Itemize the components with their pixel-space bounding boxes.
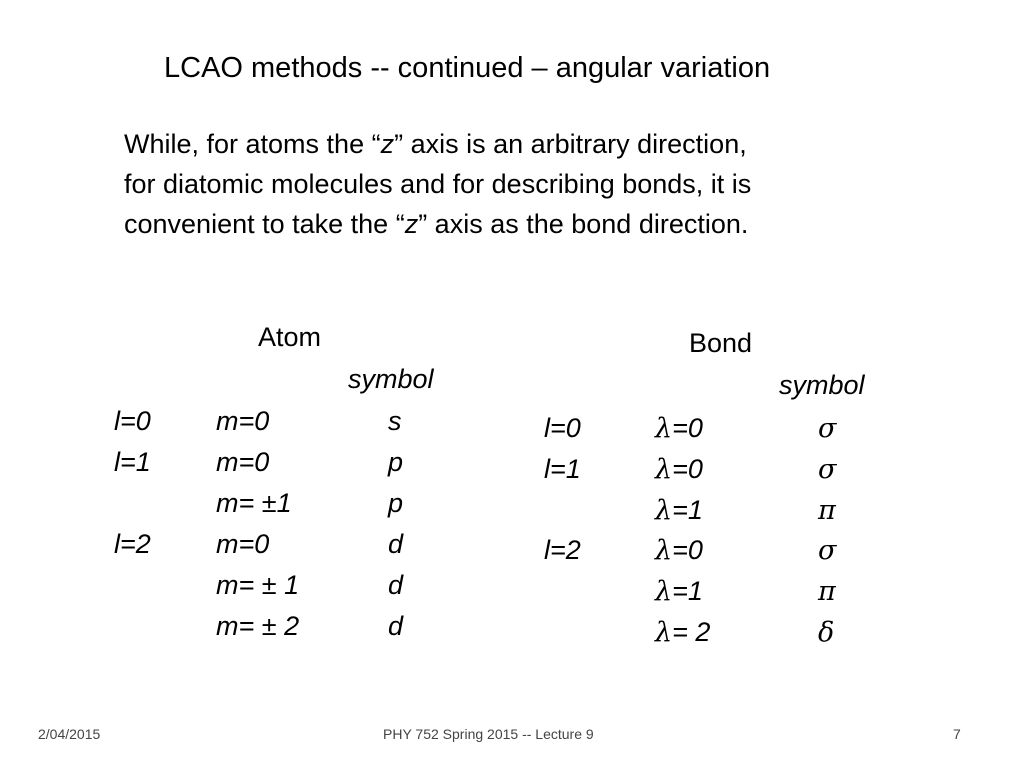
atom-symbol-header: symbol xyxy=(348,364,434,394)
atom-l-cell: l=2 xyxy=(114,529,151,559)
atom-symbol-cell: s xyxy=(388,406,402,436)
atom-symbol-cell: d xyxy=(388,529,404,559)
bond-lambda-cell: λ=0 xyxy=(655,535,703,566)
bond-l-cell: l=2 xyxy=(544,535,581,565)
lambda-symbol: λ xyxy=(655,617,673,648)
bond-lambda-cell: λ=1 xyxy=(655,495,703,526)
paragraph-line-3: convenient to take the “z” axis as the bond direction. xyxy=(124,209,749,239)
atom-m-cell: m=0 xyxy=(216,529,270,559)
footer-page-number: 7 xyxy=(953,726,961,742)
atom-heading: Atom xyxy=(258,322,322,352)
slide-title: LCAO methods -- continued – angular variation xyxy=(164,52,771,84)
atom-m-cell: m= ± 2 xyxy=(216,611,300,641)
bond-heading: Bond xyxy=(689,328,753,358)
atom-m-cell: m=0 xyxy=(216,406,270,436)
bond-symbol-cell: π xyxy=(818,576,836,607)
bond-lambda-cell: λ=0 xyxy=(655,413,703,444)
bond-l-cell: l=1 xyxy=(544,454,581,484)
atom-symbol-cell: p xyxy=(388,488,404,518)
atom-symbol-cell: d xyxy=(388,570,404,600)
paragraph-line-1: While, for atoms the “z” axis is an arbitrary direction, xyxy=(124,129,747,159)
paragraph-line-2: for diatomic molecules and for describing bonds, it is xyxy=(124,169,752,199)
bond-lambda-cell: λ= 2 xyxy=(655,617,711,648)
atom-l-cell: l=0 xyxy=(114,406,151,436)
atom-symbol-cell: d xyxy=(388,611,404,641)
atom-symbol-cell: p xyxy=(388,447,404,477)
bond-symbol-cell: π xyxy=(818,495,836,526)
lambda-symbol: λ xyxy=(655,413,673,444)
atom-m-cell: m= ± 1 xyxy=(216,570,300,600)
lambda-symbol: λ xyxy=(655,535,673,566)
lambda-symbol: λ xyxy=(655,495,673,526)
bond-l-cell: l=0 xyxy=(544,413,581,443)
lambda-symbol: λ xyxy=(655,454,673,485)
footer-course: PHY 752 Spring 2015 -- Lecture 9 xyxy=(383,726,594,742)
bond-symbol-cell: σ xyxy=(818,413,837,444)
bond-symbol-cell: σ xyxy=(818,535,837,566)
bond-symbol-header: symbol xyxy=(779,370,865,400)
atom-m-cell: m=0 xyxy=(216,447,270,477)
atom-m-cell: m= ±1 xyxy=(216,488,292,518)
bond-symbol-cell: σ xyxy=(818,454,837,485)
bond-symbol-cell: δ xyxy=(818,617,835,648)
lambda-symbol: λ xyxy=(655,576,673,607)
footer-date: 2/04/2015 xyxy=(38,726,101,742)
bond-lambda-cell: λ=0 xyxy=(655,454,703,485)
atom-l-cell: l=1 xyxy=(114,447,151,477)
bond-lambda-cell: λ=1 xyxy=(655,576,703,607)
